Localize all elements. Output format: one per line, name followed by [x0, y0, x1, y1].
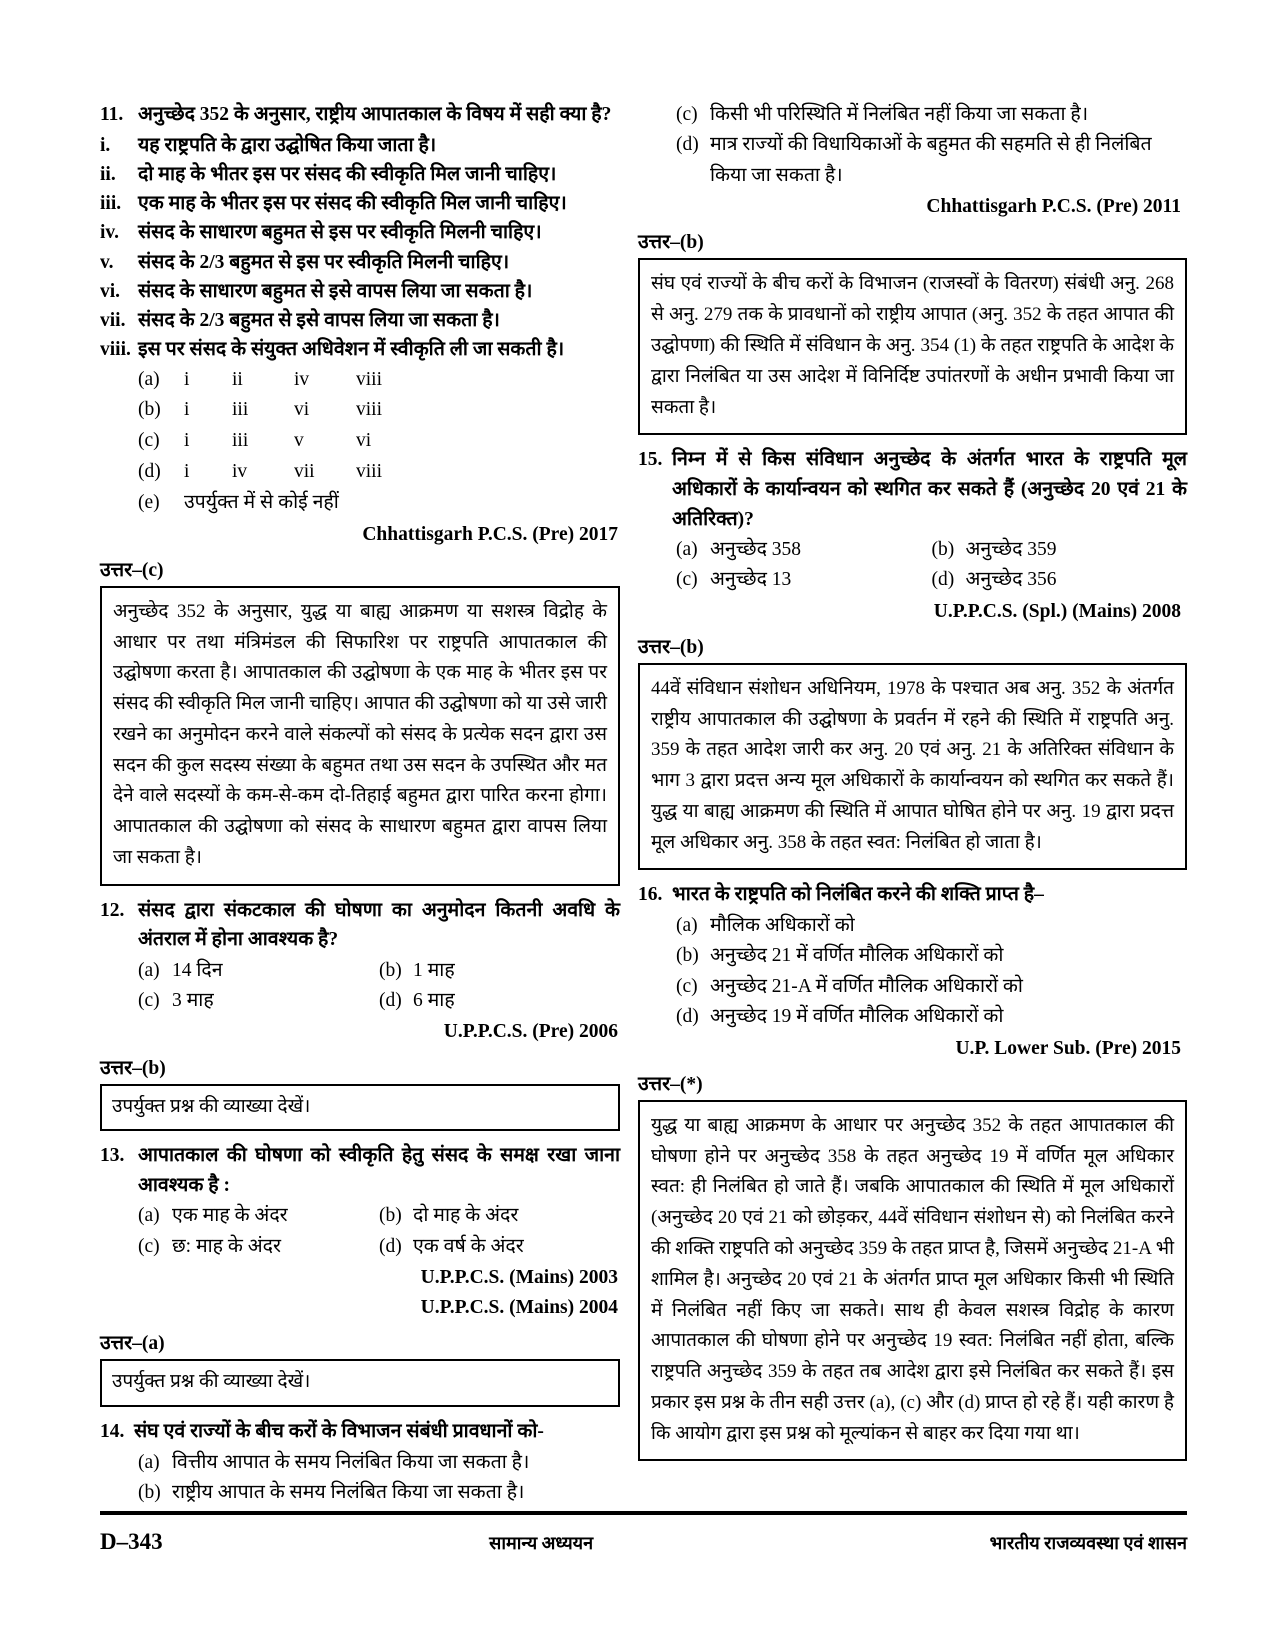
option-text: अनुच्छेद 13 [710, 569, 792, 591]
statement-item [100, 277, 620, 306]
option-label: (b) [379, 1205, 402, 1227]
option-a[interactable] [138, 1448, 620, 1478]
option-label: (d) [676, 1006, 699, 1028]
option-text: 3 माह [172, 990, 214, 1012]
option-b[interactable] [138, 1478, 620, 1508]
question-13-options [100, 1201, 620, 1261]
explanation-text: 44वें संविधान संशोधन अधिनियम, 1978 के पश्चात अब अनु. 352 के अंतर्गत राष्ट्रीय आपातकाल की उद्घोषणा के प्रवर्तन में रहने की स्थिति में राष्ट्रपति अनु. 359 के तहत आदेश जारी कर अनु. 20 एवं अनु. 21 के अतिरिक्त संविधान के भाग 3 द्वारा प्रदत्त अन्य मूल अधिकारों के कार्यान्वयन को स्थगित कर सकते हैं। युद्ध या बाह्य आक्रमण की स्थिति में आपात घोषित होने पर अनु. 19 द्वारा प्रदत्त मूल अधिकार अनु. 358 के तहत स्वत: निलंबित हो जाता है। [651, 677, 1174, 853]
question-12-answer: उत्तर–(b) [100, 1057, 166, 1079]
statement-item [100, 160, 620, 189]
option-label: (a) [138, 368, 160, 390]
option-label: (b) [676, 945, 699, 967]
option-d[interactable] [676, 130, 1187, 191]
statement-text: संसद के साधारण बहुमत से इस पर स्वीकृति मिलनी चाहिए। [138, 222, 542, 244]
option-value-4: viii [356, 461, 383, 483]
statement-numeral: vii. [100, 310, 126, 332]
question-15-explanation [638, 663, 1187, 871]
option-text: वित्तीय आपात के समय निलंबित किया जा सकता है। [172, 1451, 530, 1473]
question-13 [100, 1141, 620, 1200]
statement-item [100, 335, 620, 364]
option-text: अनुच्छेद 21 में वर्णित मौलिक अधिकारों को [710, 945, 1004, 967]
question-13-number: 13. [100, 1145, 125, 1167]
option-text: एक माह के अंदर [172, 1205, 288, 1227]
question-16-number: 16. [638, 884, 663, 906]
option-value-4: vi [356, 430, 372, 452]
question-12-text: संसद द्वारा संकटकाल की घोषणा का अनुमोदन कितनी अवधि के अंतराल में होना आवश्यक है? [138, 899, 620, 951]
statement-numeral: iii. [100, 193, 122, 215]
option-c[interactable] [138, 1232, 379, 1262]
option-b[interactable] [932, 535, 1188, 565]
question-14-number: 14. [100, 1420, 125, 1442]
footer-divider [100, 1511, 1187, 1515]
question-16-options [638, 911, 1187, 1033]
option-b[interactable] [379, 1201, 620, 1231]
option-text: एक वर्ष के अंदर [413, 1235, 524, 1257]
option-text: मौलिक अधिकारों को [710, 915, 855, 937]
question-16-explanation [638, 1100, 1187, 1461]
option-value-2: iv [232, 461, 248, 483]
question-15-number: 15. [638, 449, 663, 471]
statement-item [100, 189, 620, 218]
option-d[interactable] [379, 986, 620, 1016]
question-14-options-left [100, 1448, 620, 1509]
question-11-source: Chhattisgarh P.C.S. (Pre) 2017 [362, 523, 618, 545]
option-label: (d) [931, 569, 955, 591]
option-text: मात्र राज्यों की विधायिकाओं के बहुमत की सहमति से ही निलंबित किया जा सकता है। [710, 134, 1152, 186]
option-label: (d) [676, 134, 699, 156]
option-b[interactable] [676, 941, 1187, 971]
option-text: 1 माह [413, 960, 455, 981]
option-row[interactable] [138, 365, 620, 396]
option-text: किसी भी परिस्थिति में निलंबित नहीं किया जा सकता है। [710, 104, 1089, 125]
option-text: अनुच्छेद 356 [965, 569, 1057, 591]
statement-numeral: viii. [100, 339, 131, 361]
footer-page-code: D–343 [100, 1529, 163, 1554]
option-row-e[interactable] [138, 488, 620, 519]
question-16-answer: उत्तर–(*) [638, 1073, 703, 1095]
option-label: (d) [379, 990, 402, 1012]
option-d[interactable] [932, 565, 1188, 595]
question-12-number: 12. [100, 899, 125, 921]
statement-text: यह राष्ट्रपति के द्वारा उद्घोषित किया जाता है। [138, 134, 437, 156]
question-13-text: आपातकाल की घोषणा को स्वीकृति हेतु संसद के समक्ष रखा जाना आवश्यक है : [138, 1145, 620, 1196]
option-text: छ: माह के अंदर [172, 1235, 281, 1257]
option-row[interactable] [138, 395, 620, 426]
option-value-3: vi [294, 399, 310, 421]
option-label: (c) [138, 430, 160, 452]
question-12-explanation [100, 1084, 620, 1132]
option-value-1: i [184, 399, 190, 421]
statement-numeral: iv. [100, 222, 119, 244]
question-11-text: अनुच्छेद 352 के अनुसार, राष्ट्रीय आपातकाल के विषय में सही क्या है? [138, 104, 612, 125]
option-label: (e) [138, 491, 160, 513]
statement-text: दो माह के भीतर इस पर संसद की स्वीकृति मिल जानी चाहिए। [138, 163, 557, 185]
option-value-3: iv [294, 368, 310, 390]
question-15-text: निम्न में से किस संविधान अनुच्छेद के अंतर्गत भारत के राष्ट्रपति मूल अधिकारों के कार्यान्वयन को स्थगित कर सकते हैं (अनुच्छेद 20 एवं 21 के अतिरिक्त)? [672, 449, 1187, 530]
option-a[interactable] [676, 535, 932, 565]
explanation-text: उपर्युक्त प्रश्न की व्याख्या देखें। [112, 1371, 311, 1393]
question-11-statements [100, 131, 620, 365]
option-label: (b) [138, 1481, 161, 1503]
option-value-1: i [184, 368, 190, 390]
statement-text: इस पर संसद के संयुक्त अधिवेशन में स्वीकृति ली जा सकती है। [138, 339, 565, 361]
statement-numeral: vi. [100, 280, 121, 302]
statement-item [100, 248, 620, 277]
option-text: अनुच्छेद 358 [710, 539, 802, 561]
option-label: (b) [931, 539, 955, 561]
option-label: (c) [676, 569, 698, 591]
option-text: 6 माह [413, 990, 455, 1012]
statement-numeral: i. [100, 134, 111, 156]
question-12-source: U.P.P.C.S. (Pre) 2006 [443, 1021, 618, 1043]
option-value-2: iii [232, 430, 249, 452]
statement-item [100, 218, 620, 247]
option-row[interactable] [138, 457, 620, 488]
question-13-explanation [100, 1359, 620, 1407]
right-column [620, 100, 1187, 1471]
two-column-layout [100, 100, 1187, 1503]
question-16-source: U.P. Lower Sub. (Pre) 2015 [955, 1037, 1181, 1059]
statement-text: संसद के 2/3 बहुमत से इस पर स्वीकृति मिलनी चाहिए। [138, 251, 510, 273]
question-12 [100, 896, 620, 955]
footer-subject: सामान्य अध्ययन [489, 1533, 594, 1553]
explanation-text: संघ एवं राज्यों के बीच करों के विभाजन (राजस्वों के वितरण) संबंधी अनु. 268 से अनु. 279 तक के प्रावधानों को राष्ट्रीय आपात (अनु. 352 के तहत आपात की उद्घोपणा) की स्थिति में संविधान के अनु. 354 (1) के तहत राष्ट्रपति के आदेश के द्वारा निलंबित या उस आदेश में विनिर्दिष्ट उपांतरणों के अधीन प्रभावी किया जा सकता है। [651, 273, 1174, 418]
option-value-2: iii [232, 399, 249, 421]
statement-item [100, 306, 620, 335]
option-a[interactable] [138, 956, 379, 986]
question-16-text: भारत के राष्ट्रपति को निलंबित करने की शक्ति प्राप्त है– [672, 884, 1044, 906]
option-label: (a) [676, 539, 698, 561]
option-label: (a) [138, 1451, 160, 1473]
option-label: (a) [138, 960, 160, 981]
option-text: अनुच्छेद 21-A में वर्णित मौलिक अधिकारों को [710, 975, 1023, 997]
statement-item [100, 131, 620, 160]
option-text: उपर्युक्त में से कोई नहीं [184, 491, 339, 513]
option-label: (c) [676, 975, 698, 997]
option-text: अनुच्छेद 19 में वर्णित मौलिक अधिकारों को [710, 1006, 1004, 1028]
statement-numeral: ii. [100, 163, 116, 185]
question-16 [638, 880, 1187, 910]
statement-text: संसद के 2/3 बहुमत से इसे वापस लिया जा सकता है। [138, 310, 500, 332]
statement-text: एक माह के भीतर इस पर संसद की स्वीकृति मिल जानी चाहिए। [138, 193, 567, 215]
question-15-options [638, 535, 1187, 595]
question-14-explanation [638, 258, 1187, 435]
question-13-source-1: U.P.P.C.S. (Mains) 2003 [420, 1266, 618, 1288]
question-14 [100, 1417, 620, 1447]
option-value-3: v [294, 430, 304, 452]
explanation-text: अनुच्छेद 352 के अनुसार, युद्ध या बाह्य आक्रमण या सशस्त्र विद्रोह के आधार पर तथा मंत्रिमंडल की सिफारिश पर राष्ट्रपति आपातकाल की उद्घोषणा करता है। आपातकाल की उद्घोषणा के एक माह के भीतर इस पर संसद की स्वीकृति मिल जानी चाहिए। आपात की उद्घोषणा को या उसे जारी रखने का अनुमोदन करने वाले संकल्पों को संसद के प्रत्येक सदन द्वारा उस सदन की कुल सदस्य संख्या के बहुमत तथा उस सदन के उपस्थित और मत देने वाले सदस्यों के कम-से-कम दो-तिहाई बहुमत द्वारा पारित करना होगा। आपातकाल की उद्घोषणा को संसद के साधारण बहुमत द्वारा वापस लिया जा सकता है। [113, 600, 607, 868]
explanation-text: उपर्युक्त प्रश्न की व्याख्या देखें। [112, 1095, 311, 1117]
footer-topic: भारतीय राजव्यवस्था एवं शासन [989, 1533, 1187, 1553]
statement-numeral: v. [100, 251, 114, 273]
option-label: (d) [379, 1235, 402, 1257]
question-13-answer: उत्तर–(a) [100, 1333, 165, 1355]
page-footer [100, 1529, 1187, 1555]
option-text: राष्ट्रीय आपात के समय निलंबित किया जा सकता है। [172, 1481, 525, 1503]
explanation-text: युद्ध या बाह्य आक्रमण के आधार पर अनुच्छेद 352 के तहत आपातकाल की घोषणा होने पर अनुच्छेद 358 के तहत अनुच्छेद 19 में वर्णित मूल अधिकार स्वत: ही निलंबित हो जाते हैं। जबकि आपातकाल की स्थिति में मूल अधिकारों (अनुच्छेद 20 एवं 21 को छोड़कर, 44वें संविधान संशोधन से) को निलंबित करने की शक्ति राष्ट्रपति को अनुच्छेद 359 के तहत प्राप्त है, जिसमें अनुच्छेद 21-A भी शामिल है। अनुच्छेद 20 एवं 21 के अंतर्गत प्राप्त मूल अधिकार किसी भी स्थिति में निलंबित नहीं किए जा सकते। साथ ही केवल सशस्त्र विद्रोह के कारण आपातकाल की घोषणा होने पर अनुच्छेद 19 स्वत: निलंबित नहीं होता, बल्कि राष्ट्रपति अनुच्छेद 359 के तहत तब आदेश द्वारा इसे निलंबित कर सकते हैं। इस प्रकार इस प्रश्न के तीन सही उत्तर (a), (c) और (d) प्राप्त हो रहे हैं। यही कारण है कि आयोग द्वारा इस प्रश्न को मूल्यांकन से बाहर कर दिया गया था। [651, 1114, 1174, 1444]
option-value-4: viii [356, 399, 383, 421]
question-11-explanation [100, 586, 620, 886]
option-value-1: i [184, 461, 190, 483]
question-11-answer: उत्तर–(c) [100, 559, 164, 581]
option-row[interactable] [138, 426, 620, 457]
option-label: (b) [379, 960, 402, 981]
option-c[interactable] [676, 565, 932, 595]
option-text: 14 दिन [172, 960, 223, 981]
question-14-answer: उत्तर–(b) [638, 232, 704, 254]
option-label: (a) [138, 1205, 160, 1227]
option-label: (b) [138, 399, 161, 421]
question-11-number: 11. [100, 104, 124, 125]
option-value-4: viii [356, 368, 383, 390]
option-label: (a) [676, 915, 698, 937]
left-column [100, 100, 620, 1508]
option-label: (d) [138, 461, 161, 483]
option-value-1: i [184, 430, 190, 452]
question-15-source: U.P.P.C.S. (Spl.) (Mains) 2008 [933, 600, 1181, 622]
question-14-source: Chhattisgarh P.C.S. (Pre) 2011 [926, 196, 1181, 218]
option-d[interactable] [379, 1232, 620, 1262]
question-14-text: संघ एवं राज्यों के बीच करों के विभाजन संबंधी प्रावधानों को- [134, 1420, 544, 1442]
option-c[interactable] [676, 100, 1187, 130]
option-a[interactable] [138, 1201, 379, 1231]
option-b[interactable] [379, 956, 620, 986]
option-c[interactable] [138, 986, 379, 1016]
question-15 [638, 445, 1187, 534]
question-11 [100, 100, 620, 130]
option-label: (c) [138, 990, 160, 1012]
question-14-options-right [638, 100, 1187, 191]
option-d[interactable] [676, 1002, 1187, 1032]
question-15-answer: उत्तर–(b) [638, 636, 704, 658]
question-12-options [100, 956, 620, 1016]
option-text: अनुच्छेद 359 [965, 539, 1057, 561]
option-c[interactable] [676, 972, 1187, 1002]
statement-text: संसद के साधारण बहुमत से इसे वापस लिया जा सकता है। [138, 280, 533, 302]
option-value-3: vii [294, 461, 315, 483]
option-label: (c) [138, 1235, 160, 1257]
question-11-options [100, 365, 620, 519]
option-a[interactable] [676, 911, 1187, 941]
option-text: दो माह के अंदर [413, 1205, 519, 1227]
option-label: (c) [676, 104, 698, 125]
option-value-2: ii [232, 368, 243, 390]
question-13-source-2: U.P.P.C.S. (Mains) 2004 [420, 1297, 618, 1319]
